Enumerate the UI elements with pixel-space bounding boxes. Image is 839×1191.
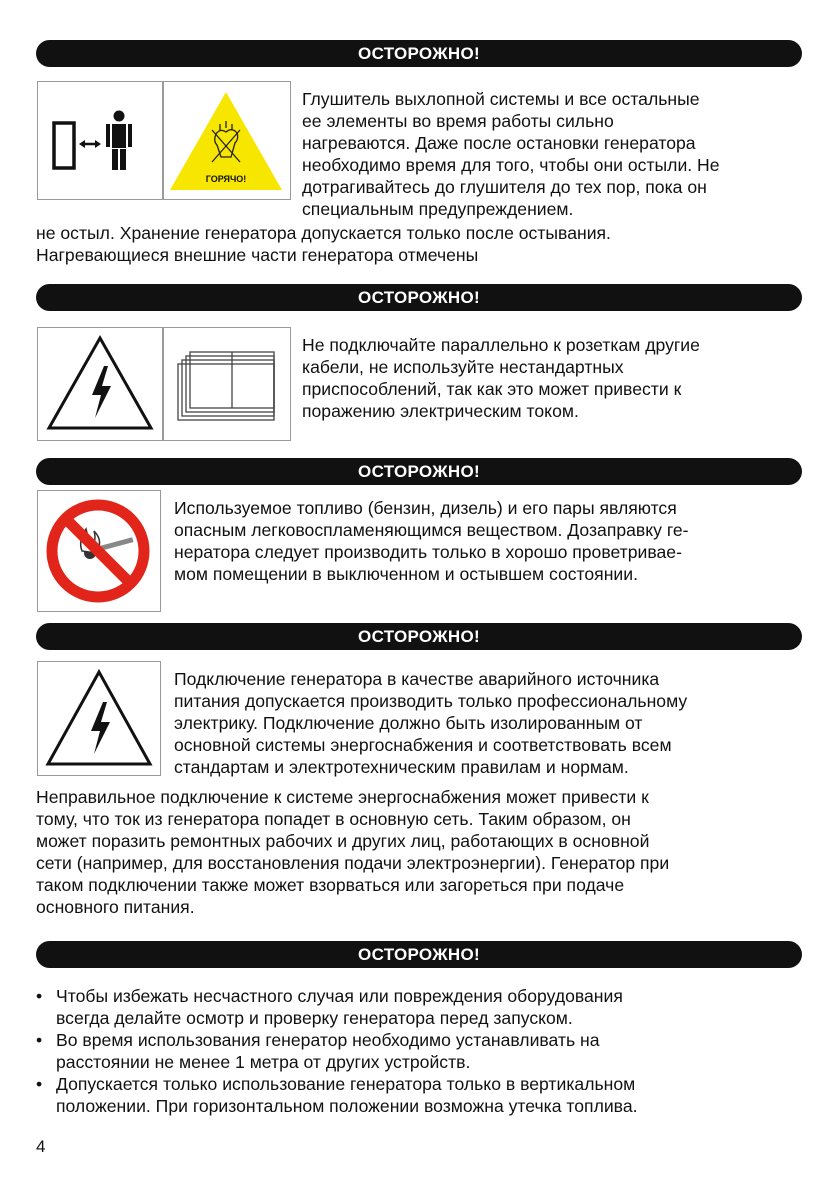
keep-distance-icon — [38, 82, 161, 198]
text-line: таком подключении также может взорваться или загореться при подаче — [36, 875, 625, 895]
text-line: основного питания. — [36, 897, 195, 917]
read-manual-pictogram — [163, 327, 291, 441]
text-line: Подключение генератора в качестве аварийного источника — [174, 669, 660, 689]
text-line: кабели, не используйте нестандартных — [302, 357, 624, 377]
list-item — [36, 1073, 638, 1117]
text-line: мом помещении в выключенном и остывшем состоянии. — [174, 564, 638, 584]
hot-label: ГОРЯЧО! — [205, 174, 247, 184]
keep-distance-pictogram — [37, 81, 163, 200]
text-line: приспособлений, так как это может привести к — [302, 379, 682, 399]
hot-surface-pictogram — [163, 81, 291, 200]
section2-side-text — [302, 334, 700, 422]
text-line: Неправильное подключение к системе энергоснабжения может привести к — [36, 787, 649, 807]
text-line: положении. При горизонтальном положении возможна утечка топлива. — [56, 1096, 638, 1116]
text-line: расстоянии не менее 1 метра от других устройств. — [56, 1052, 471, 1072]
text-line: электрику. Подключение должно быть изолированным от — [174, 713, 643, 733]
text-line: сети (например, для восстановления подачи электроэнергии). Генератор при — [36, 853, 670, 873]
text-line: не остыл. Хранение генератора допускается только после остывания. — [36, 223, 611, 243]
electric-shock-warning-icon — [38, 662, 159, 774]
text-line: • Чтобы избежать несчастного случая или повреждения оборудования — [56, 986, 623, 1006]
section4-full-text — [36, 786, 669, 918]
no-open-flame-pictogram — [37, 490, 161, 612]
section1-side-text — [302, 88, 720, 220]
warning-heading-2: ОСТОРОЖНО! — [36, 284, 802, 311]
safety-bullet-list — [36, 985, 638, 1117]
text-line: • Допускается только использование генератора только в вертикальном — [56, 1074, 636, 1094]
no-open-flame-icon — [38, 491, 159, 610]
text-line: Глушитель выхлопной системы и все остальные — [302, 89, 700, 109]
list-item — [36, 1029, 638, 1073]
page-number: 4 — [36, 1137, 46, 1156]
text-line: питания допускается производить только профессиональному — [174, 691, 688, 711]
warning-heading-4: ОСТОРОЖНО! — [36, 623, 802, 650]
book-manual-icon — [164, 328, 289, 439]
text-line: специальным предупреждением. — [302, 199, 574, 219]
hot-surface-warning-icon — [164, 82, 289, 198]
text-line: нератора следует производить только в хорошо проветривае- — [174, 542, 682, 562]
text-line: Нагревающиеся внешние части генератора отмечены — [36, 245, 479, 265]
text-line: Используемое топливо (бензин, дизель) и его пары являются — [174, 498, 677, 518]
list-item — [36, 985, 638, 1029]
text-line: тому, что ток из генератора попадет в основную сеть. Таким образом, он — [36, 809, 631, 829]
text-line: ее элементы во время работы сильно — [302, 111, 614, 131]
warning-heading-3: ОСТОРОЖНО! — [36, 458, 802, 485]
section1-full-text — [36, 222, 611, 266]
text-line: опасным легковоспламеняющимся веществом. Дозаправку ге- — [174, 520, 689, 540]
text-line: необходимо время для того, чтобы они остыли. Не — [302, 155, 720, 175]
text-line: стандартам и электротехническим правилам и нормам. — [174, 757, 629, 777]
text-line: может поразить ремонтных рабочих и других лиц, работающих в основной — [36, 831, 650, 851]
text-line: поражению электрическим током. — [302, 401, 579, 421]
section4-side-text — [174, 668, 687, 778]
electric-shock-warning-icon — [38, 328, 161, 439]
text-line: Не подключайте параллельно к розеткам другие — [302, 335, 700, 355]
text-line: нагреваются. Даже после остановки генератора — [302, 133, 696, 153]
electric-shock-pictogram — [37, 327, 163, 441]
text-line: дотрагивайтесь до глушителя до тех пор, пока он — [302, 177, 707, 197]
electric-shock-pictogram-2 — [37, 661, 161, 776]
text-line: • Во время использования генератор необходимо устанавливать на — [56, 1030, 600, 1050]
text-line: основной системы энергоснабжения и соответствовать всем — [174, 735, 672, 755]
warning-heading-5: ОСТОРОЖНО! — [36, 941, 802, 968]
section3-side-text — [174, 497, 689, 585]
text-line: всегда делайте осмотр и проверку генератора перед запуском. — [56, 1008, 573, 1028]
warning-heading-1: ОСТОРОЖНО! — [36, 40, 802, 67]
